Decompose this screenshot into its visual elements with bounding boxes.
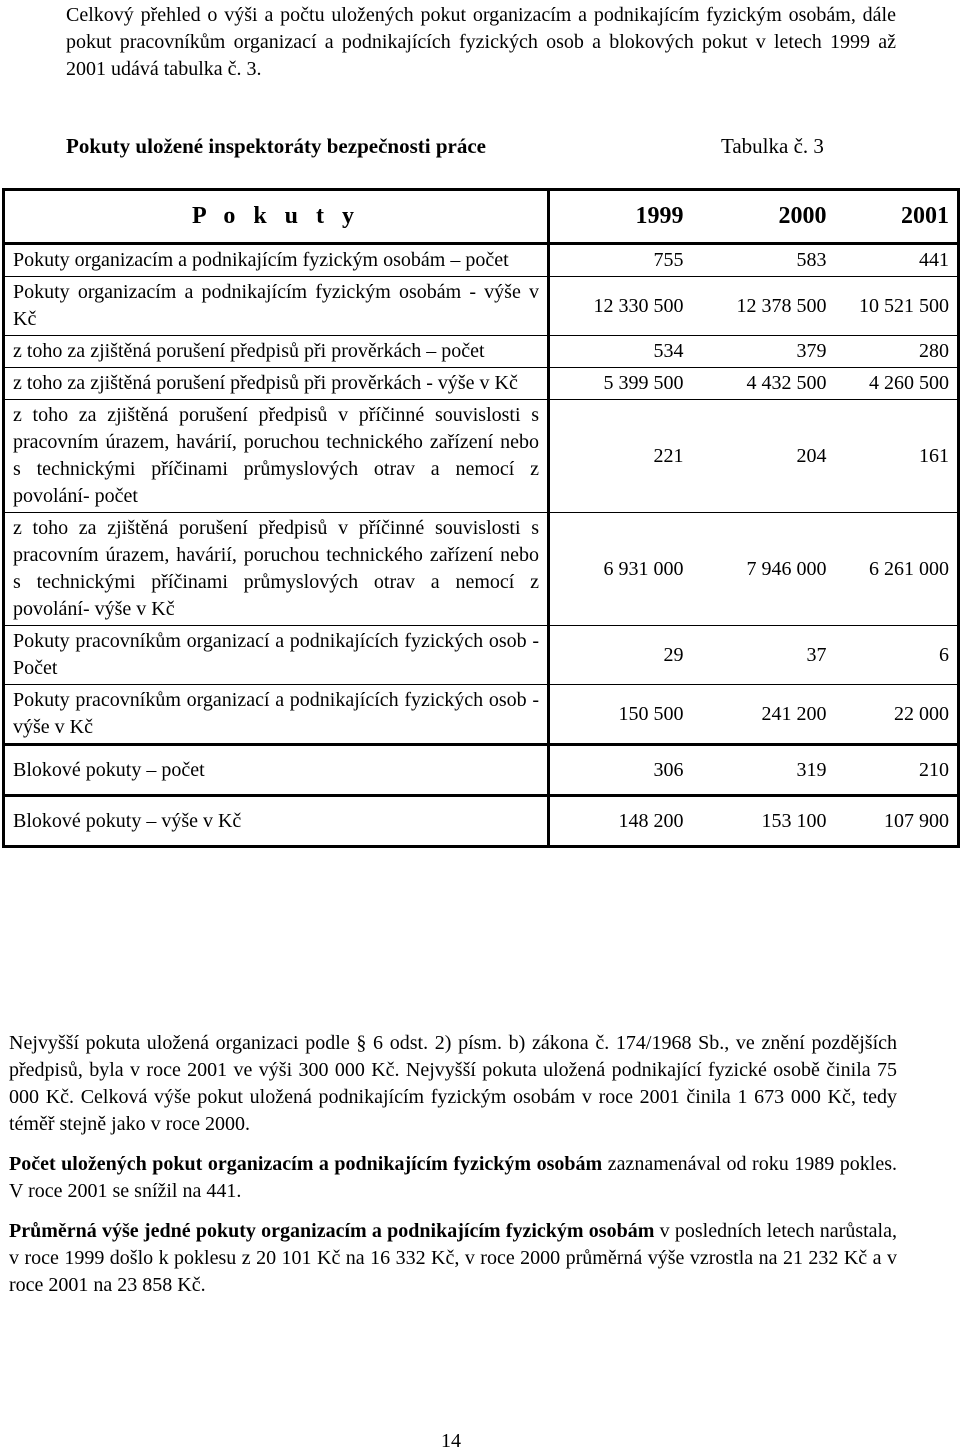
cell-2000: 583 [692,244,835,277]
cell-2000: 319 [692,745,835,796]
row-label: Blokové pokuty – počet [4,745,549,796]
table-row [4,626,959,685]
cell-1999: 29 [549,626,692,685]
page-number: 14 [441,1430,461,1452]
cell-1999: 5 399 500 [549,368,692,400]
header-2001: 2001 [835,190,959,244]
cell-2001: 210 [835,745,959,796]
table-row [4,745,959,796]
cell-2001: 441 [835,244,959,277]
cell-2001: 280 [835,336,959,368]
intro-paragraph: Celkový přehled o výši a počtu uložených pokut organizacím a podnikajícím fyzickým osobám, dále pokut pracovníkům organizací a podnikajících fyzických osob a blokových pokut v letech 1999 až 2001 udává tabulka č. 3. [66,4,896,80]
cell-2000: 204 [692,400,835,513]
table-row [4,796,959,847]
cell-1999: 306 [549,745,692,796]
table-row [4,336,959,368]
cell-1999: 755 [549,244,692,277]
header-fines: P o k u t y [4,190,549,244]
table-row [4,400,959,513]
table-header-row [4,190,959,244]
table-row [4,277,959,336]
table-row [4,513,959,626]
paragraph-fine-count [9,1151,897,1205]
row-label: Pokuty pracovníkům organizací a podnikajících fyzických osob - výše v Kč [4,685,549,745]
cell-1999: 221 [549,400,692,513]
paragraph-fine-count-bold: Počet uložených pokut organizacím a podnikajícím fyzickým osobám [9,1153,603,1175]
row-label: Pokuty organizacím a podnikajícím fyzickým osobám – počet [4,244,549,277]
cell-1999: 12 330 500 [549,277,692,336]
cell-1999: 150 500 [549,685,692,745]
cell-2000: 4 432 500 [692,368,835,400]
row-label: Pokuty pracovníkům organizací a podnikajících fyzických osob - Počet [4,626,549,685]
header-1999: 1999 [549,190,692,244]
cell-2001: 107 900 [835,796,959,847]
table-number-label: Tabulka č. 3 [721,134,824,158]
cell-1999: 148 200 [549,796,692,847]
table-title: Pokuty uložené inspektoráty bezpečnosti práce [66,134,486,158]
cell-2001: 6 [835,626,959,685]
row-label: z toho za zjištěná porušení předpisů při prověrkách - výše v Kč [4,368,549,400]
cell-1999: 6 931 000 [549,513,692,626]
paragraph-average-fine [9,1218,897,1299]
row-label: z toho za zjištěná porušení předpisů v příčinné souvislosti s pracovním úrazem, havárií, poruchou technického zařízení nebo s technickými příčinami průmyslových otrav a nemocí z povolání- výše v Kč [4,513,549,626]
table-row [4,685,959,745]
table-row [4,244,959,277]
cell-2001: 161 [835,400,959,513]
cell-2000: 379 [692,336,835,368]
cell-2001: 22 000 [835,685,959,745]
header-2000: 2000 [692,190,835,244]
cell-2000: 153 100 [692,796,835,847]
fines-table [2,188,960,848]
row-label: z toho za zjištěná porušení předpisů při prověrkách – počet [4,336,549,368]
paragraph-max-fine: Nejvyšší pokuta uložená organizaci podle § 6 odst. 2) písm. b) zákona č. 174/1968 Sb., ve znění pozdějších předpisů, byla v roce 2001 ve výši 300 000 Kč. Nejvyšší pokuta uložená podnikající fyzické osobě činila 75 000 Kč. Celková výše pokut uložená podnikajícím fyzickým osobám v roce 2001 činila 1 673 000 Kč, tedy téměř stejně jako v roce 2000. [9,1032,897,1135]
cell-2000: 12 378 500 [692,277,835,336]
row-label: Blokové pokuty – výše v Kč [4,796,549,847]
cell-2000: 7 946 000 [692,513,835,626]
cell-2001: 10 521 500 [835,277,959,336]
paragraph-fine-count-rest: zaznamenával od roku 1989 pokles. V roce 2001 se snížil na 441. [9,1153,897,1202]
row-label: z toho za zjištěná porušení předpisů v příčinné souvislosti s pracovním úrazem, havárií, poruchou technického zařízení nebo s technickými příčinami průmyslových otrav a nemocí z povolání- počet [4,400,549,513]
cell-2001: 4 260 500 [835,368,959,400]
paragraph-average-fine-rest: v posledních letech narůstala, v roce 1999 došlo k poklesu z 20 101 Kč na 16 332 Kč, v roce 2000 průměrná výše vzrostla na 21 232 Kč a v roce 2001 na 23 858 Kč. [9,1220,897,1296]
paragraph-average-fine-bold: Průměrná výše jedné pokuty organizacím a podnikajícím fyzickým osobám [9,1220,655,1242]
cell-2000: 37 [692,626,835,685]
cell-1999: 534 [549,336,692,368]
cell-2000: 241 200 [692,685,835,745]
cell-2001: 6 261 000 [835,513,959,626]
row-label: Pokuty organizacím a podnikajícím fyzickým osobám - výše v Kč [4,277,549,336]
table-row [4,368,959,400]
